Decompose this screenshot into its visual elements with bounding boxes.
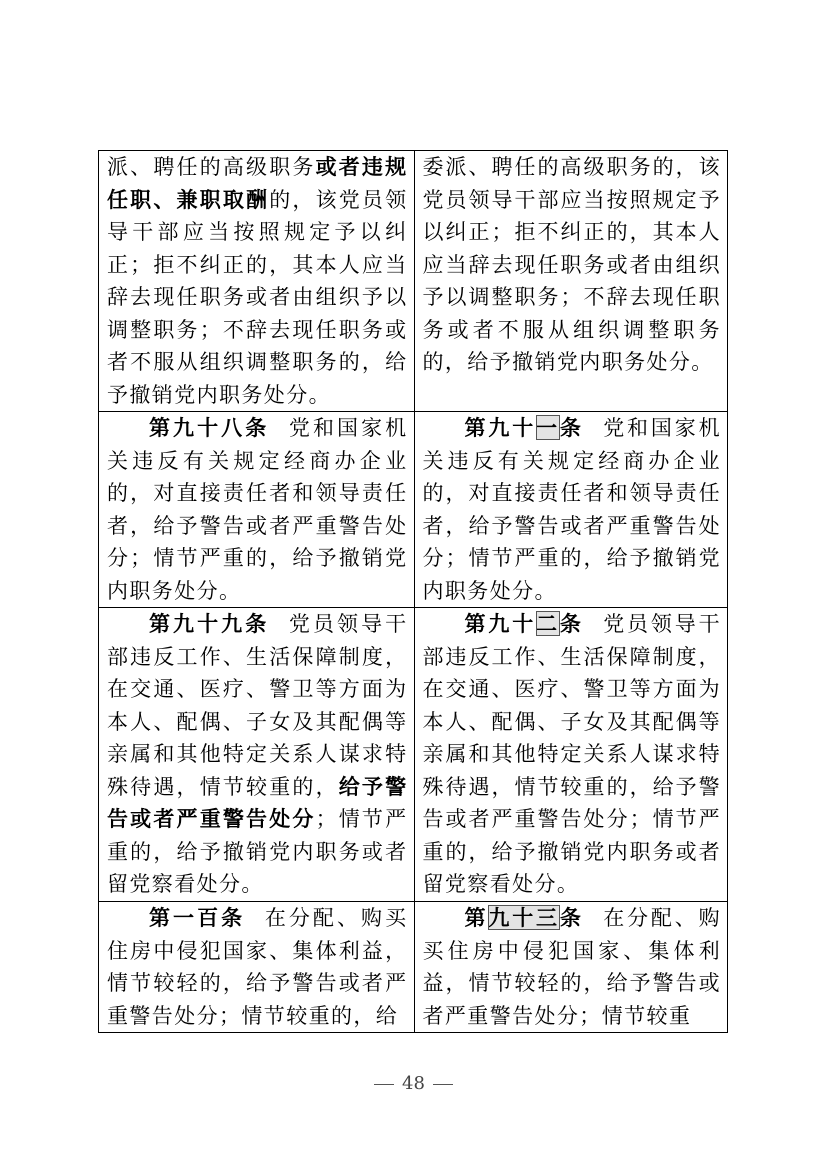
- table-row: [99, 902, 728, 1033]
- old-text-cell: [99, 608, 415, 902]
- bold-changed-text: 给予警告或者严重警告处分: [107, 773, 408, 831]
- table-row: [99, 151, 728, 412]
- bold-changed-text: 或者违规任职、兼职取酬: [107, 154, 408, 212]
- cell-text: ；情节严重的，给予撤销党内职务或者留党察看处分。: [107, 807, 408, 896]
- highlighted-change: 九十三: [488, 905, 560, 930]
- highlighted-change: 一: [536, 415, 560, 440]
- table-row: [99, 412, 728, 608]
- article-number: 第九十三条: [464, 905, 584, 930]
- cell-text: 党员领导干部违反工作、生活保障制度，在交通、医疗、警卫等方面为本人、配偶、子女及其配偶等亲属和其他特定关系人谋求特殊待遇，情节较重的，给予警告或者严重警告处分；情节严重的，给予撤销党内职务或者留党察看处分。: [422, 612, 722, 896]
- highlighted-change: 二: [536, 611, 560, 636]
- cell-text: 委派、聘任的高级职务的，该党员领导干部应当按照规定予以纠正；拒不纠正的，其本人应当辞去现任职务或者由组织予以调整职务；不辞去现任职务或者不服从组织调整职务的，给予撤销党内职务处分。: [422, 155, 721, 374]
- cell-text: 派、聘任的高级职务: [107, 155, 316, 179]
- new-text-cell: [414, 608, 728, 902]
- page-number: 48: [402, 1073, 425, 1094]
- old-text-cell: [99, 412, 415, 608]
- article-number: 第九十二条: [464, 611, 584, 636]
- article-number: 第九十一条: [464, 415, 584, 440]
- comparison-table: [98, 150, 728, 1033]
- cell-text: 的，该党员领导干部应当按照规定予以纠正；拒不纠正的，其本人应当辞去现任职务或者由组织予以调整职务；不辞去现任职务或者不服从组织调整职务的，给予撤销党内职务处分。: [107, 187, 408, 407]
- old-text-cell: [99, 151, 415, 412]
- old-text-cell: [99, 902, 415, 1033]
- cell-text: 党员领导干部违反工作、生活保障制度，在交通、医疗、警卫等方面为本人、配偶、子女及其配偶等亲属和其他特定关系人谋求特殊待遇，情节较重的，: [107, 612, 408, 799]
- cell-text: 党和国家机关违反有关规定经商办企业的，对直接责任者和领导责任者，给予警告或者严重警告处分；情节严重的，给予撤销党内职务处分。: [422, 416, 722, 603]
- cell-text: 党和国家机关违反有关规定经商办企业的，对直接责任者和领导责任者，给予警告或者严重警告处分；情节严重的，给予撤销党内职务处分。: [107, 416, 408, 603]
- article-number: 第九十八条: [149, 415, 270, 440]
- page-footer: [0, 1073, 827, 1094]
- footer-dash-right: [433, 1084, 453, 1085]
- new-text-cell: [414, 902, 728, 1033]
- article-number: 第九十九条: [149, 611, 270, 636]
- new-text-cell: [414, 412, 728, 608]
- footer-dash-left: [374, 1084, 394, 1085]
- cell-text: 在分配、购买住房中侵犯国家、集体利益，情节较轻的，给予警告或者严重警告处分；情节较重的，给: [107, 906, 408, 1028]
- article-number: 第一百条: [149, 905, 246, 930]
- cell-text: 在分配、购买住房中侵犯国家、集体利益，情节较轻的，给予警告或者严重警告处分；情节较重: [422, 906, 722, 1028]
- new-text-cell: [414, 151, 728, 412]
- table-row: [99, 608, 728, 902]
